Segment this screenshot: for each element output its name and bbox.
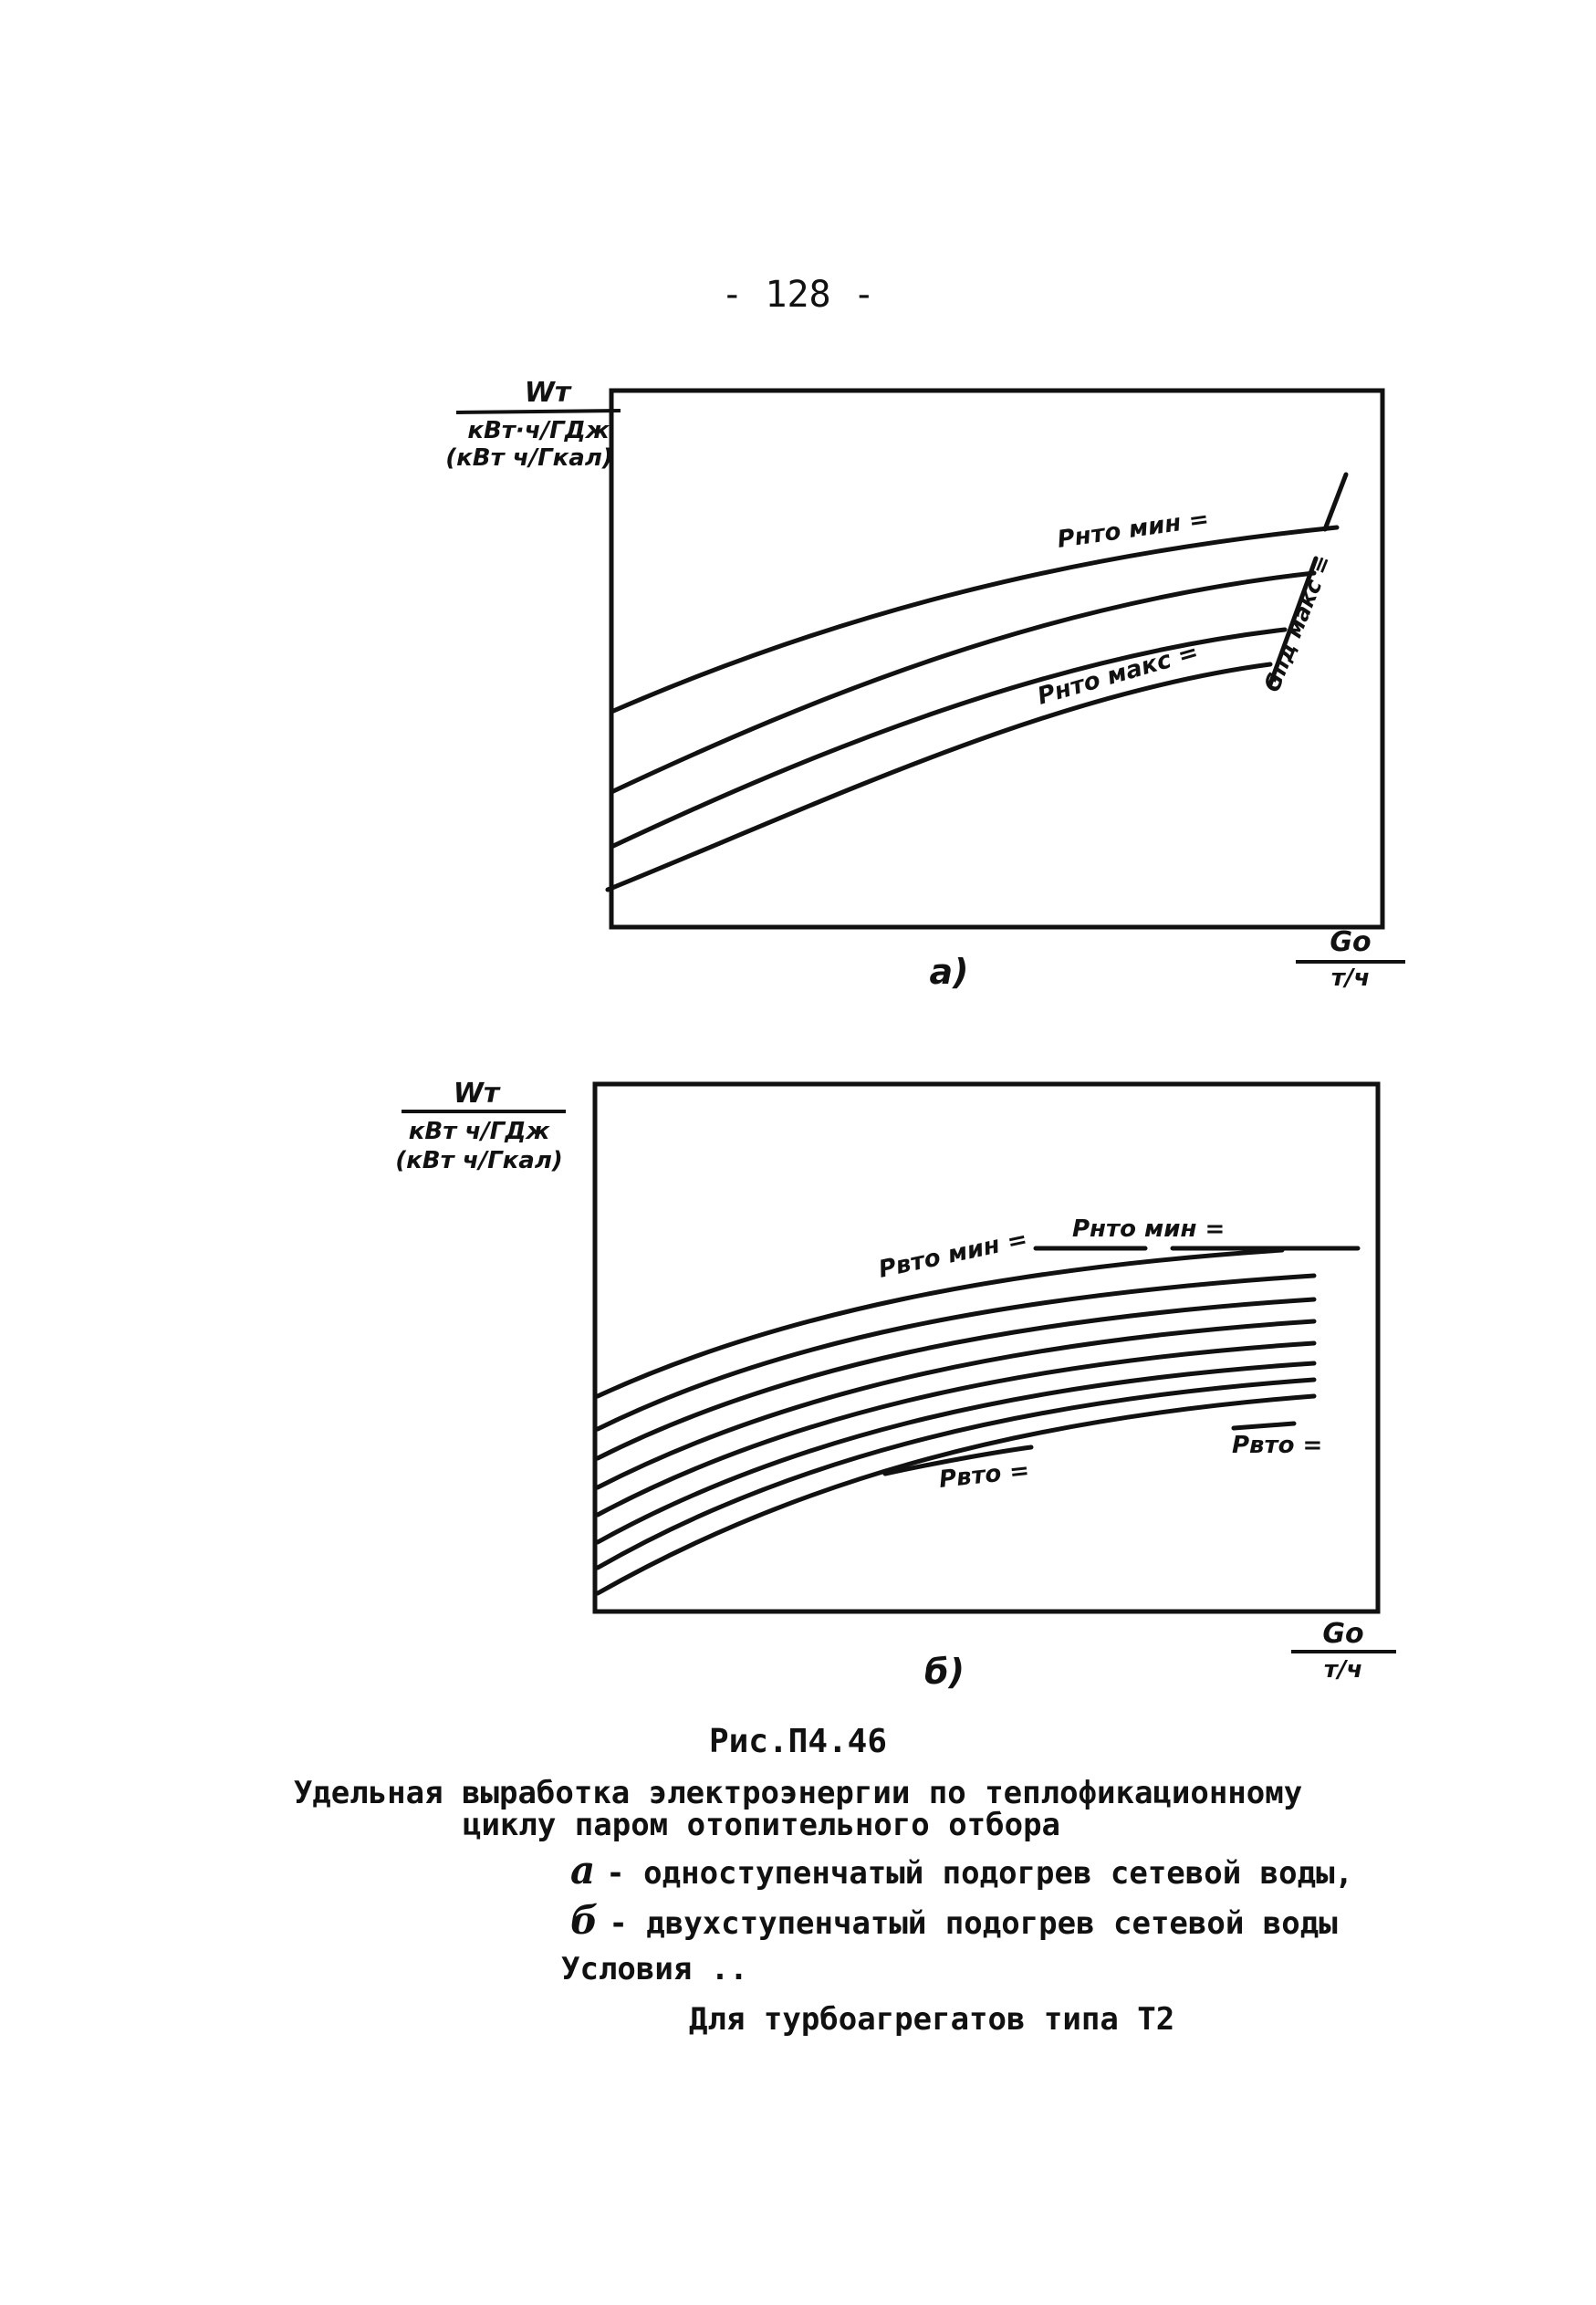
conditions-line: Условия .. [561, 1951, 748, 1987]
figure-a-curve-1 [611, 527, 1337, 712]
figure-b-label-bottom-right: Pвто = [1232, 1432, 1323, 1459]
figure-a-frame [611, 391, 1382, 927]
figure-b-curve-8 [598, 1396, 1314, 1593]
figure-b-label-bottom-left: Pвто = [937, 1456, 1031, 1494]
figure-b-y-unit-1: кВт ч/ГДж [408, 1118, 550, 1145]
legend-item-b-marker: б [570, 1898, 599, 1943]
figure-a-curve-4 [608, 664, 1270, 890]
figure-a-limit-line-extension [1325, 475, 1346, 529]
legend-item-a-text: - одноступенчатый подогрев сетевой воды, [606, 1855, 1354, 1892]
figure-a-y-unit-1: кВт·ч/ГДж [467, 417, 610, 444]
figure-b-x-numerator: Gо [1322, 1618, 1364, 1650]
page-number: - 128 - [721, 274, 875, 316]
figure-b-x-denominator: т/ч [1323, 1656, 1363, 1684]
figure-b-label-top-left: Pвто мин = [876, 1226, 1030, 1284]
figure-a-label-top: Pнто мин = [1055, 505, 1211, 554]
figure-a-label-bottom: Pнто макс = [1034, 638, 1202, 711]
legend-item-b-text: - двухступенчатый подогрев сетевой воды [609, 1905, 1338, 1942]
figure-a-y-numerator: Wт [524, 377, 571, 409]
figure-b-panel-label: б) [924, 1652, 965, 1692]
caption-title-line-2: циклу паром отопительного отбора [462, 1807, 1061, 1843]
figure-b-curve-3 [598, 1299, 1314, 1458]
figure-a-y-unit-2: (кВт ч/Гкал) [445, 444, 613, 472]
figure-b-bottom-segment-2 [1234, 1424, 1294, 1428]
figure-number: Рис.П4.46 [708, 1723, 888, 1760]
figure-a [445, 377, 1405, 992]
figure-b [395, 1078, 1396, 1692]
figure-a-panel-label: а) [929, 952, 969, 992]
figure-b-y-unit-2: (кВт ч/Гкал) [395, 1147, 563, 1174]
legend-item-a-marker: а [570, 1848, 596, 1893]
legend-item-a [570, 1848, 1353, 1893]
figure-a-y-fraction-bar [456, 411, 621, 412]
figure-a-label-limit: Gпд макс = [1258, 551, 1338, 696]
legend-item-b [570, 1898, 1338, 1943]
figure-b-label-top-right: Pнто мин = [1072, 1215, 1226, 1243]
figure-a-x-numerator: Gо [1330, 926, 1372, 958]
figure-a-x-denominator: т/ч [1330, 965, 1371, 992]
figure-b-y-numerator: Wт [453, 1078, 500, 1110]
applicability-line: Для турбоагрегатов типа Т2 [689, 2001, 1175, 2038]
caption-title-line-1: Удельная выработка электроэнергии по теплофикационному [293, 1775, 1303, 1811]
figure-a-curve-2 [611, 573, 1314, 792]
